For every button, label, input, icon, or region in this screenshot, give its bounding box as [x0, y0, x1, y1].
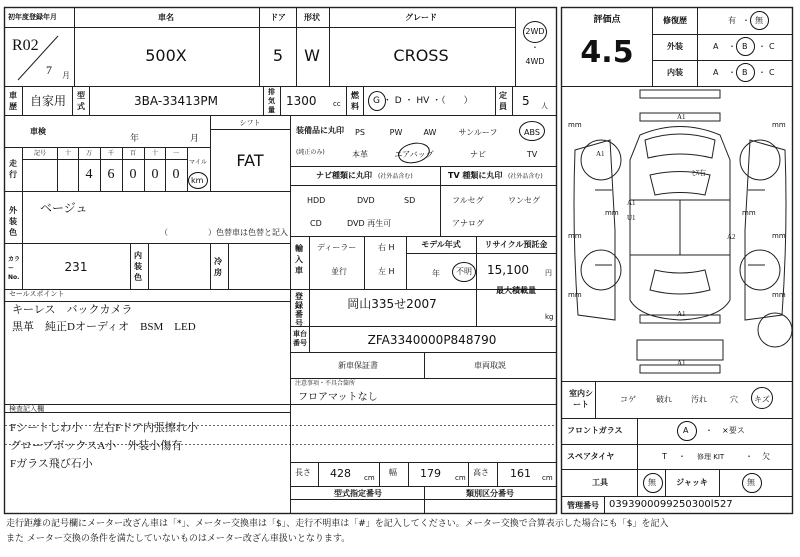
interior-sheet-label: 室内シート	[569, 389, 593, 409]
jack-label: ジャッキ	[676, 478, 708, 487]
notes-label: 注意事項・不具合箇所	[295, 380, 356, 387]
displacement-label: 排気量	[268, 88, 275, 114]
length-value: 428	[330, 467, 351, 480]
mileage-digit: 4	[85, 167, 93, 182]
width-label: 幅	[389, 468, 397, 477]
mm-label: mm	[742, 209, 756, 217]
repaint-note: （ ）色替車は色替と記入	[160, 228, 288, 237]
mileage-unit: 千	[107, 150, 115, 157]
tools-value: 無	[648, 478, 656, 487]
tv-item: アナログ	[452, 219, 484, 228]
mm-label: mm	[568, 121, 582, 129]
new-car-warranty: 新車保証書	[338, 361, 378, 370]
equipment-item: サンルーフ	[458, 128, 498, 137]
displacement: 1300	[286, 94, 317, 108]
interior-c: C	[769, 68, 775, 77]
damage-mark: A2	[727, 233, 736, 241]
score-label: 評価点	[593, 15, 621, 25]
mileage-digit: 6	[107, 167, 115, 182]
damage-mark: ﾋｽ右	[692, 169, 706, 177]
height-value: 161	[510, 467, 531, 480]
model-year-unknown: 不明	[456, 267, 472, 276]
first-reg-label: 初年度登録年月	[8, 13, 57, 21]
drive-4wd: 4WD	[525, 57, 545, 66]
height-unit: cm	[542, 474, 553, 482]
inspection-label: 車検	[30, 127, 46, 136]
equipment-item: 本革	[352, 150, 368, 159]
management-label: 管理番号	[567, 501, 599, 510]
import-parallel: 並行	[331, 267, 347, 276]
equipment-item: PW	[389, 128, 403, 137]
navi-item: SD	[404, 196, 416, 205]
inspection-year-unit: 年	[130, 134, 140, 144]
shape: W	[304, 46, 320, 65]
max-load-unit: kg	[545, 313, 554, 321]
exterior-label: 外装	[667, 42, 683, 51]
vehicle-manual: 車両取説	[474, 361, 506, 370]
repair-no: 無	[755, 16, 763, 25]
windshield-option: ×要ス	[722, 426, 745, 435]
navi-item: DVD 再生可	[347, 219, 392, 228]
inspection-note-line: Fガラス飛び石小	[10, 458, 93, 470]
color-no-label: カラーNo.	[8, 256, 21, 281]
color-no: 231	[64, 260, 88, 274]
windshield-option: A	[683, 426, 689, 435]
registration-value: 岡山335せ2007	[347, 297, 437, 311]
tools-label: 工具	[592, 478, 608, 487]
equipment-item: ABS	[524, 128, 540, 137]
mileage-symbol-label: 記号	[33, 150, 47, 157]
mileage-unit: 十	[151, 150, 159, 157]
spare-option: 修理 KIT	[697, 453, 725, 461]
interior-sheet-item: 破れ	[656, 395, 672, 404]
mileage-unit: 百	[129, 150, 137, 157]
shift-label: シフト	[239, 119, 261, 127]
equipment-item: エアバッグ	[394, 150, 434, 159]
jack-value: 無	[747, 478, 755, 487]
mileage-unit: 一	[172, 150, 180, 157]
inspection-note-line: Fシートしわ小 左右Fドア内張擦れ小	[10, 422, 198, 434]
mm-label: mm	[568, 291, 582, 299]
vehicle-use: 自家用	[30, 94, 67, 108]
import-dealer: ディーラー	[317, 243, 357, 252]
width-value: 179	[420, 467, 441, 480]
height-label: 高さ	[473, 468, 489, 477]
model-year-label: モデル年式	[421, 240, 461, 249]
tv-title: TV 種類に丸印	[448, 171, 503, 180]
spare-label: スペアタイヤ	[567, 452, 615, 461]
equipment-item: TV	[526, 150, 538, 159]
first-reg-month: 7	[46, 63, 52, 77]
footer-line-2: また メーター交換の条件を満たしていないものはメーター改ざん車扱いとなります。	[6, 534, 351, 544]
color-label: 外装色	[9, 206, 17, 237]
classification-label: 類別区分番号	[466, 489, 514, 498]
length-unit: cm	[364, 474, 375, 482]
navi-sub: (社外品含む)	[378, 173, 413, 180]
mileage-label: 走行	[9, 159, 17, 179]
navi-item: DVD	[357, 196, 375, 205]
damage-mark: A1	[627, 199, 636, 207]
capacity-label: 定員	[499, 91, 507, 111]
vehicle-use-label: 車歴	[9, 91, 17, 111]
mile-label: マイル	[189, 159, 207, 166]
damage-mark: U1	[627, 214, 636, 222]
first-reg-month-unit: 月	[62, 71, 70, 80]
interior-sheet-item: コゲ	[620, 395, 636, 404]
import-label: 輸入車	[295, 244, 303, 275]
registration-label: 登録番号	[295, 292, 303, 328]
windshield-option: ・	[705, 426, 713, 435]
inspection-notes-label: 検査記入欄	[9, 405, 44, 413]
shape-label: 形状	[304, 13, 320, 22]
exterior-b: B	[742, 42, 748, 51]
recycle-value: 15,100	[487, 263, 529, 277]
door-label: ドア	[270, 13, 286, 22]
import-left: 左 H	[378, 267, 395, 276]
model-year-unit: 年	[432, 269, 440, 278]
width-unit: cm	[455, 474, 466, 482]
car-name-label: 車名	[158, 13, 174, 22]
spare-option: ・	[745, 452, 753, 461]
notes-text: フロアマットなし	[298, 392, 378, 403]
recycle-label: リサイクル預託金	[484, 240, 548, 249]
management-value: 0393900099250300l527	[609, 499, 733, 510]
car-diagram	[574, 90, 792, 373]
equipment-item: PS	[355, 128, 365, 137]
score-value: 4.5	[580, 35, 634, 70]
length-label: 長さ	[295, 468, 311, 477]
footer-line-1: 走行距離の記号欄にメーター改ざん車は「*」、メーター交換車は「$」、走行不明車は「#」を記入してください。メーター交換で合算表示した場合にも「$」を記入	[6, 519, 669, 529]
chassis-label: 車台番号	[293, 330, 307, 347]
mm-label: mm	[568, 232, 582, 240]
mileage-unit: 十	[64, 150, 72, 157]
model-label: 型式	[77, 91, 85, 111]
navi-title: ナビ種類に丸印	[316, 171, 372, 180]
displacement-unit: cc	[333, 100, 341, 108]
capacity: 5	[522, 94, 530, 108]
doors: 5	[272, 46, 284, 65]
damage-mark: A1	[677, 113, 686, 121]
fuel-options: G ・ D ・ HV ・（ ）	[373, 96, 473, 106]
capacity-unit: 人	[541, 102, 548, 110]
exterior-c: C	[769, 42, 775, 51]
spare-option: T	[662, 452, 667, 461]
tv-item: フルセグ	[452, 196, 484, 205]
tv-item: ワンセグ	[508, 196, 540, 205]
grade-label: グレード	[405, 13, 437, 22]
km-label: km	[191, 176, 204, 185]
tv-sub: (社外品含む)	[508, 173, 543, 180]
car-name: 500X	[145, 46, 187, 65]
selling-points-label: セールスポイント	[9, 290, 65, 298]
first-reg-era: R02	[12, 37, 39, 54]
navi-item: CD	[310, 219, 322, 228]
navi-item: HDD	[307, 196, 326, 205]
equipment-item: ナビ	[470, 150, 486, 159]
repair-yes: 有	[728, 16, 736, 25]
damage-mark: A1	[677, 310, 686, 318]
import-right: 右 H	[378, 243, 395, 252]
shift: FAT	[236, 151, 264, 170]
mm-label: mm	[772, 291, 786, 299]
mileage-digit: 0	[151, 167, 159, 182]
exterior-a: A	[713, 42, 719, 51]
interior-b: B	[742, 68, 748, 77]
ac-label: 冷房	[214, 257, 222, 277]
fuel-label: 燃料	[351, 91, 359, 111]
interior-sheet-item: 穴	[730, 395, 738, 404]
repair-label: 修復歴	[663, 16, 687, 25]
damage-mark: A1	[596, 150, 605, 158]
mileage-digit: 0	[129, 167, 137, 182]
damage-mark: A1	[677, 359, 686, 367]
mm-label: mm	[772, 232, 786, 240]
interior-sheet-item: キズ	[754, 395, 770, 404]
selling-point-line: キーレス バックカメラ	[12, 304, 133, 316]
interior-color-label: 内装色	[134, 251, 142, 282]
mileage-unit: 万	[85, 150, 93, 157]
interior-a: A	[713, 68, 719, 77]
grade: CROSS	[393, 46, 449, 65]
inspection-note-line: グローブボックスA小 外装小傷有	[10, 440, 183, 452]
windshield-label: フロントガラス	[567, 426, 623, 435]
inspection-month-unit: 月	[190, 134, 200, 144]
mm-label: mm	[605, 209, 619, 217]
mm-label: mm	[772, 121, 786, 129]
drive-2wd: 2WD	[525, 27, 545, 36]
spare-option: 欠	[762, 452, 770, 461]
spare-option: ・	[678, 452, 686, 461]
selling-point-line: 黒革 純正Dオーディオ BSM LED	[12, 321, 196, 333]
interior-sheet-item: 汚れ	[691, 395, 707, 404]
mileage-digit: 0	[172, 167, 180, 182]
model: 3BA-33413PM	[134, 94, 218, 108]
chassis-value: ZFA3340000P848790	[367, 333, 497, 347]
recycle-unit: 円	[545, 269, 552, 277]
color-value: ベージュ	[40, 201, 88, 215]
equipment-title: 装備品に丸印	[296, 126, 344, 135]
interior-label: 内装	[667, 68, 683, 77]
equipment-item: AW	[423, 128, 437, 137]
equipment-subtitle: (純正のみ)	[296, 149, 325, 156]
max-load-label: 最大積載量	[496, 286, 536, 295]
type-designation-label: 型式指定番号	[334, 489, 382, 498]
